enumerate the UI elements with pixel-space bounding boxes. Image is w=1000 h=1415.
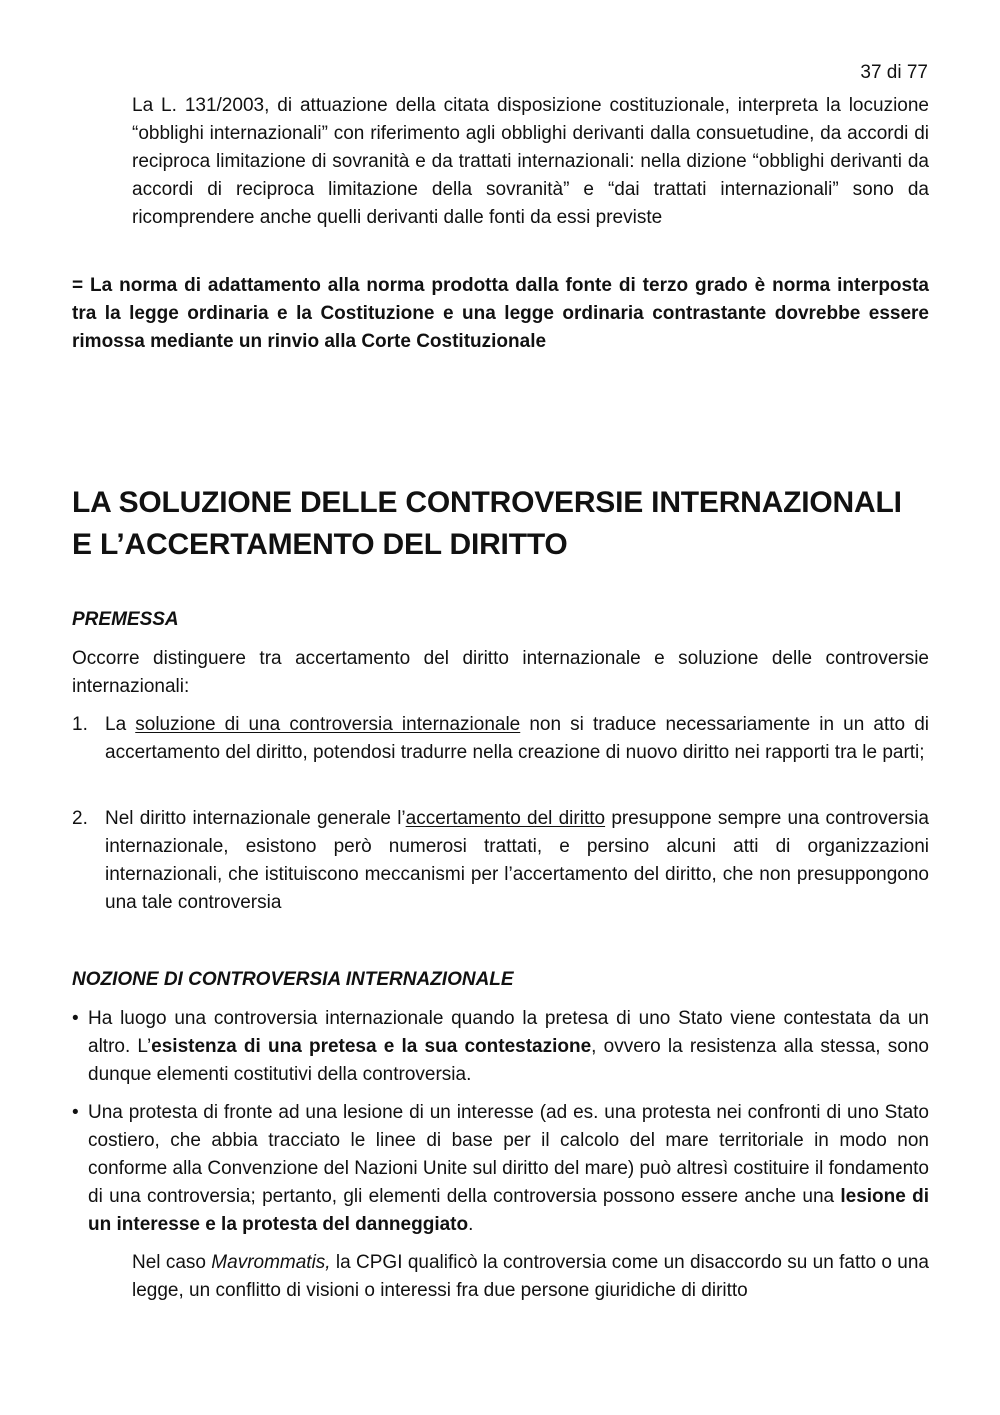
page-number: 37 di 77: [860, 62, 928, 83]
text-segment: presuppone sempre una controversia internazionale, esistono però numerosi trattati, e persino alcuni atti di organizzazioni internazionali, che istituiscono meccanismi per l’accertamento del diritto, che non presuppongono una tale controversia: [105, 808, 929, 913]
bullet-icon: •: [72, 1008, 79, 1029]
text-segment: Nel diritto internazionale generale l’: [105, 808, 406, 829]
section-title: [72, 482, 952, 566]
text-segment: , ovvero la resistenza alla stessa, sono dunque elementi costitutivi della controversia.: [88, 1036, 929, 1085]
intro-quote-paragraph: La L. 131/2003, di attuazione della citata disposizione costituzionale, interpreta la locuzione “obblighi internazionali” con riferimento agli obblighi derivanti dalla consuetudine, da accordi di reciproca limitazione di sovranità e da trattati internazionali: nella dizione “obblighi derivanti da accordi di reciproca limitazione della sovranità” e “dai trattati internazionali” sono da ricomprendere anche quelli derivanti dalle fonti da essi previste: [132, 95, 929, 228]
bullet-text: [88, 1005, 929, 1089]
underlined-term: accertamento del diritto: [405, 808, 606, 829]
text-segment: non si traduce necessariamente in un atto di accertamento del diritto, potendosi tradurre nella creazione di nuovo diritto nei rapporti tra le parti;: [105, 714, 929, 763]
premessa-heading: PREMESSA: [72, 609, 179, 630]
list-item-text: [105, 711, 929, 767]
underlined-term: soluzione di una controversia internazionale: [135, 714, 521, 735]
list-item-text: [105, 805, 929, 917]
italic-case-name: Mavrommatis,: [211, 1252, 331, 1273]
text-segment: La: [105, 714, 136, 735]
bold-term: esistenza di una pretesa e la sua contestazione: [151, 1036, 592, 1057]
text-segment: Ha luogo una controversia internazionale quando la pretesa di uno Stato viene contestata da un altro. L’: [88, 1008, 929, 1057]
list-number: 2.: [72, 808, 88, 829]
premessa-list-item-2: [72, 805, 929, 917]
bold-term: lesione di un interesse e la protesta del danneggiato: [88, 1186, 929, 1235]
section-title-line-2: E L’ACCERTAMENTO DEL DIRITTO: [72, 528, 568, 561]
bullet-text: [88, 1099, 929, 1239]
bullet-icon: •: [72, 1102, 79, 1123]
text-segment: .: [468, 1214, 474, 1235]
list-number: 1.: [72, 714, 88, 735]
nozione-heading: NOZIONE DI CONTROVERSIA INTERNAZIONALE: [72, 969, 514, 990]
text-segment: Una protesta di fronte ad una lesione di un interesse (ad es. una protesta nei confronti di uno Stato costiero, che abbia tracciato le linee di base per il calcolo del mare territoriale in modo non conforme alla Convenzione del Nazioni Unite sul diritto del mare) può altresì costituire il fondamento di una controversia; pertanto, gli elementi della controversia possono essere anche una: [88, 1102, 929, 1207]
nozione-bullet-1: [72, 1005, 929, 1089]
nozione-bullet-2: [72, 1099, 929, 1239]
bold-conclusion-paragraph: = La norma di adattamento alla norma prodotta dalla fonte di terzo grado è norma interposta tra la legge ordinaria e la Costituzione e una legge ordinaria contrastante dovrebbe essere rimossa mediante un rinvio alla Corte Costituzionale: [72, 275, 929, 352]
premessa-list-item-1: [72, 711, 929, 767]
premessa-intro-paragraph: Occorre distinguere tra accertamento del diritto internazionale e soluzione delle controversie internazionali:: [72, 648, 929, 697]
text-segment: la CPGI qualificò la controversia come un disaccordo su un fatto o una legge, un conflitto di visioni o interessi fra due persone giuridiche di diritto: [132, 1252, 929, 1301]
text-segment: Nel caso: [132, 1252, 212, 1273]
mavrommatis-case-paragraph: [132, 1249, 929, 1305]
section-title-line-1: LA SOLUZIONE DELLE CONTROVERSIE INTERNAZIONALI: [72, 486, 902, 519]
